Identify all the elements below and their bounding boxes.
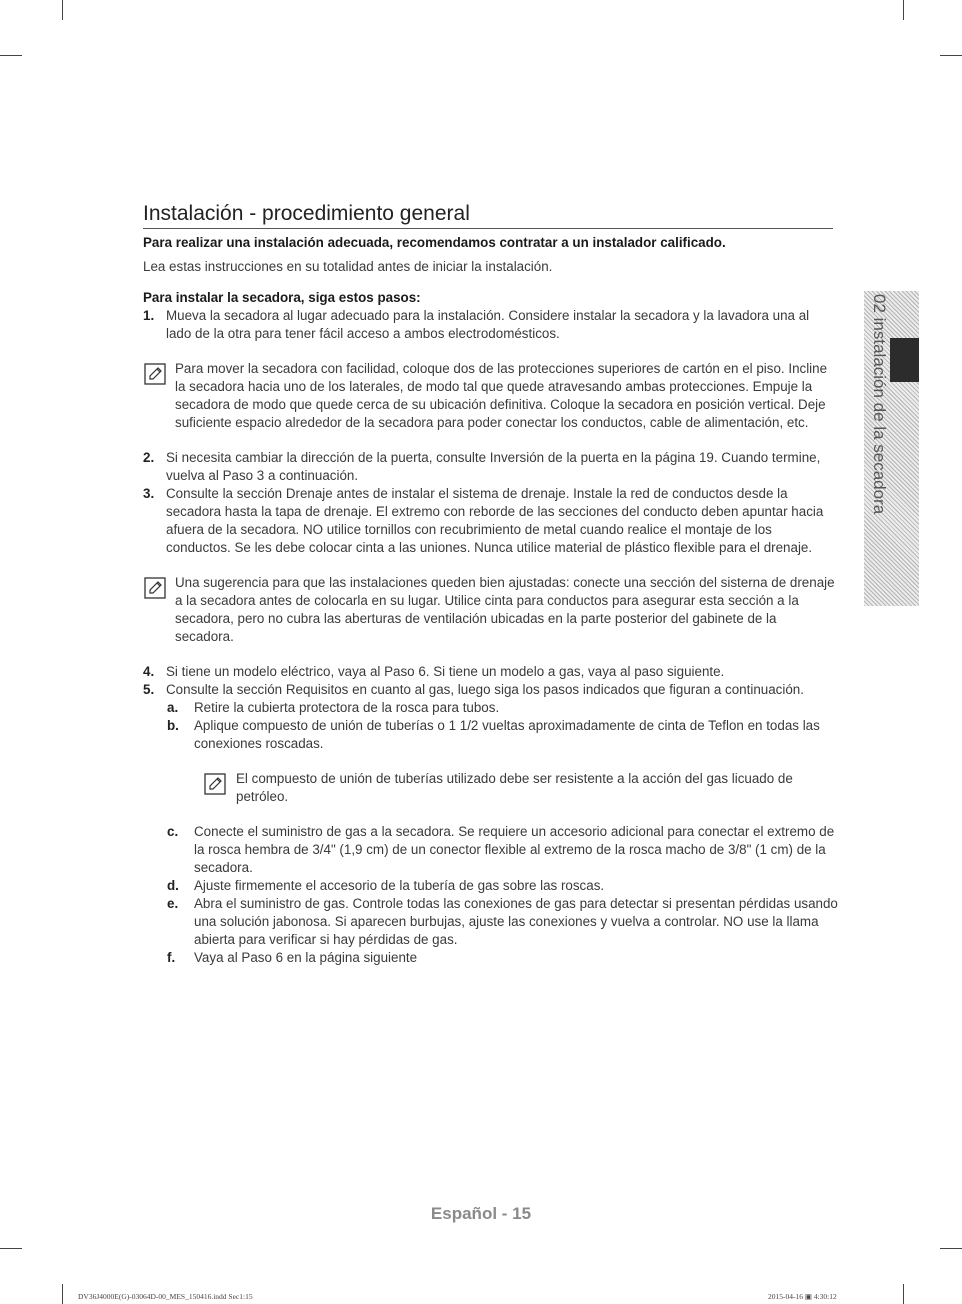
main-content	[143, 234, 838, 967]
steps-heading: Para instalar la secadora, siga estos pasos:	[143, 290, 421, 305]
note-icon	[144, 363, 166, 385]
crop-mark	[0, 1248, 22, 1249]
step-1	[143, 307, 838, 343]
substep-letter: b.	[167, 718, 179, 733]
intro-text: Lea estas instrucciones en su totalidad antes de iniciar la instalación.	[143, 259, 553, 274]
print-slug-left: DV36J4000E(G)-03064D-00_MES_150416.indd Sec1:15	[78, 1292, 253, 1301]
substep-text: Aplique compuesto de unión de tuberías o 1 1/2 vueltas aproximadamente de cinta de Teflon en todas las conexiones roscadas.	[194, 718, 820, 751]
substep-text: Abra el suministro de gas. Controle todas las conexiones de gas para detectar si presentan pérdidas usando una solución jabonosa. Si aparecen burbujas, ajuste las conexiones y vuelva a controlar. NO use la llama abierta para verificar si hay pérdidas de gas.	[194, 896, 838, 947]
step-text: Si tiene un modelo eléctrico, vaya al Paso 6. Si tiene un modelo a gas, vaya al paso siguiente.	[166, 664, 725, 679]
step-3	[143, 485, 838, 557]
substep-f	[143, 949, 838, 967]
chapter-tab-marker	[890, 338, 919, 382]
crop-mark	[940, 1248, 962, 1249]
note-icon	[204, 773, 226, 795]
substep-a	[143, 699, 838, 717]
substep-c	[143, 823, 838, 877]
step-number: 5.	[143, 682, 155, 697]
substep-e	[143, 895, 838, 949]
substep-text: Conecte el suministro de gas a la secadora. Se requiere un accesorio adicional para conectar el extremo de la rosca hembra de 3/4" (1,9 cm) de un conector flexible al extremo de la rosca macho de 3/8" (1 cm) de la secadora.	[194, 824, 835, 875]
chapter-tab-label: 02 instalación de la secadora	[870, 294, 889, 515]
lead-text: Para realizar una instalación adecuada, recomendamos contratar a un instalador calificado.	[143, 235, 726, 250]
step-text: Si necesita cambiar la dirección de la puerta, consulte Inversión de la puerta en la página 19. Cuando termine, vuelva al Paso 3 a continuación.	[166, 450, 821, 483]
step-number: 4.	[143, 664, 155, 679]
note-1	[143, 360, 838, 432]
substep-text: Vaya al Paso 6 en la página siguiente	[194, 950, 418, 965]
note-2	[143, 574, 838, 646]
substep-d	[143, 877, 838, 895]
note-text: Para mover la secadora con facilidad, coloque dos de las protecciones superiores de cartón en el piso. Incline la secadora hacia uno de los laterales, de modo tal que quede atravesando ambas protecciones. Empuje la secadora de modo que quede cerca de su ubicación definitiva. Coloque la secadora en posición vertical. Deje suficiente espacio alrededor de la secadora para poder conectar los conductos, cable de alimentación, etc.	[175, 361, 828, 430]
substep-letter: e.	[167, 896, 179, 911]
note-text: Una sugerencia para que las instalaciones queden bien ajustadas: conecte una sección del sisterna de drenaje a la secadora antes de colocarla en su lugar. Utilice cinta para conductos para asegurar esta sección a la secadora, pero no cubra las aberturas de ventilación ubicadas en la parte posterior del gabinete de la secadora.	[175, 575, 835, 644]
step-text: Consulte la sección Drenaje antes de instalar el sistema de drenaje. Instale la red de conductos desde la secadora hasta la tapa de drenaje. El extremo con reborde de las secciones del conducto deben apuntar hacia afuera de la secadora. NO utilice tornillos con recubrimiento de metal cuando realice el montaje de los conductos. Se les debe colocar cinta a las uniones. Nunca utilice material de plástico flexible para el drenaje.	[166, 486, 824, 555]
substep-letter: f.	[167, 950, 176, 965]
note-text: El compuesto de unión de tuberías utilizado debe ser resistente a la acción del gas licuado de petróleo.	[236, 771, 793, 804]
note-icon	[144, 577, 166, 599]
crop-mark	[903, 1284, 904, 1304]
step-number: 3.	[143, 486, 155, 501]
substep-letter: a.	[167, 700, 179, 715]
crop-mark	[0, 55, 22, 56]
step-number: 2.	[143, 450, 155, 465]
step-2	[143, 449, 838, 485]
page-title: Instalación - procedimiento general	[143, 200, 833, 229]
page-footer: Español - 15	[430, 1204, 532, 1223]
step-5	[143, 681, 838, 699]
substep-text: Ajuste firmemente el accesorio de la tubería de gas sobre las roscas.	[194, 878, 605, 893]
substep-letter: c.	[167, 824, 179, 839]
substep-letter: d.	[167, 878, 179, 893]
crop-mark	[903, 0, 904, 20]
step-text: Consulte la sección Requisitos en cuanto al gas, luego siga los pasos indicados que figuran a continuación.	[166, 682, 804, 697]
step-text: Mueva la secadora al lugar adecuado para la instalación. Considere instalar la secadora y la lavadora una al lado de la otra para tener fácil acceso a ambos electrodomésticos.	[166, 308, 810, 341]
note-3	[143, 770, 838, 806]
step-4	[143, 663, 838, 681]
crop-mark	[940, 55, 962, 56]
crop-mark	[62, 0, 63, 20]
print-slug-right: 2015-04-16 ▣ 4:30:12	[768, 1292, 837, 1301]
step-number: 1.	[143, 308, 155, 323]
substep-b	[143, 717, 838, 753]
crop-mark	[62, 1284, 63, 1304]
substep-text: Retire la cubierta protectora de la rosca para tubos.	[194, 700, 500, 715]
